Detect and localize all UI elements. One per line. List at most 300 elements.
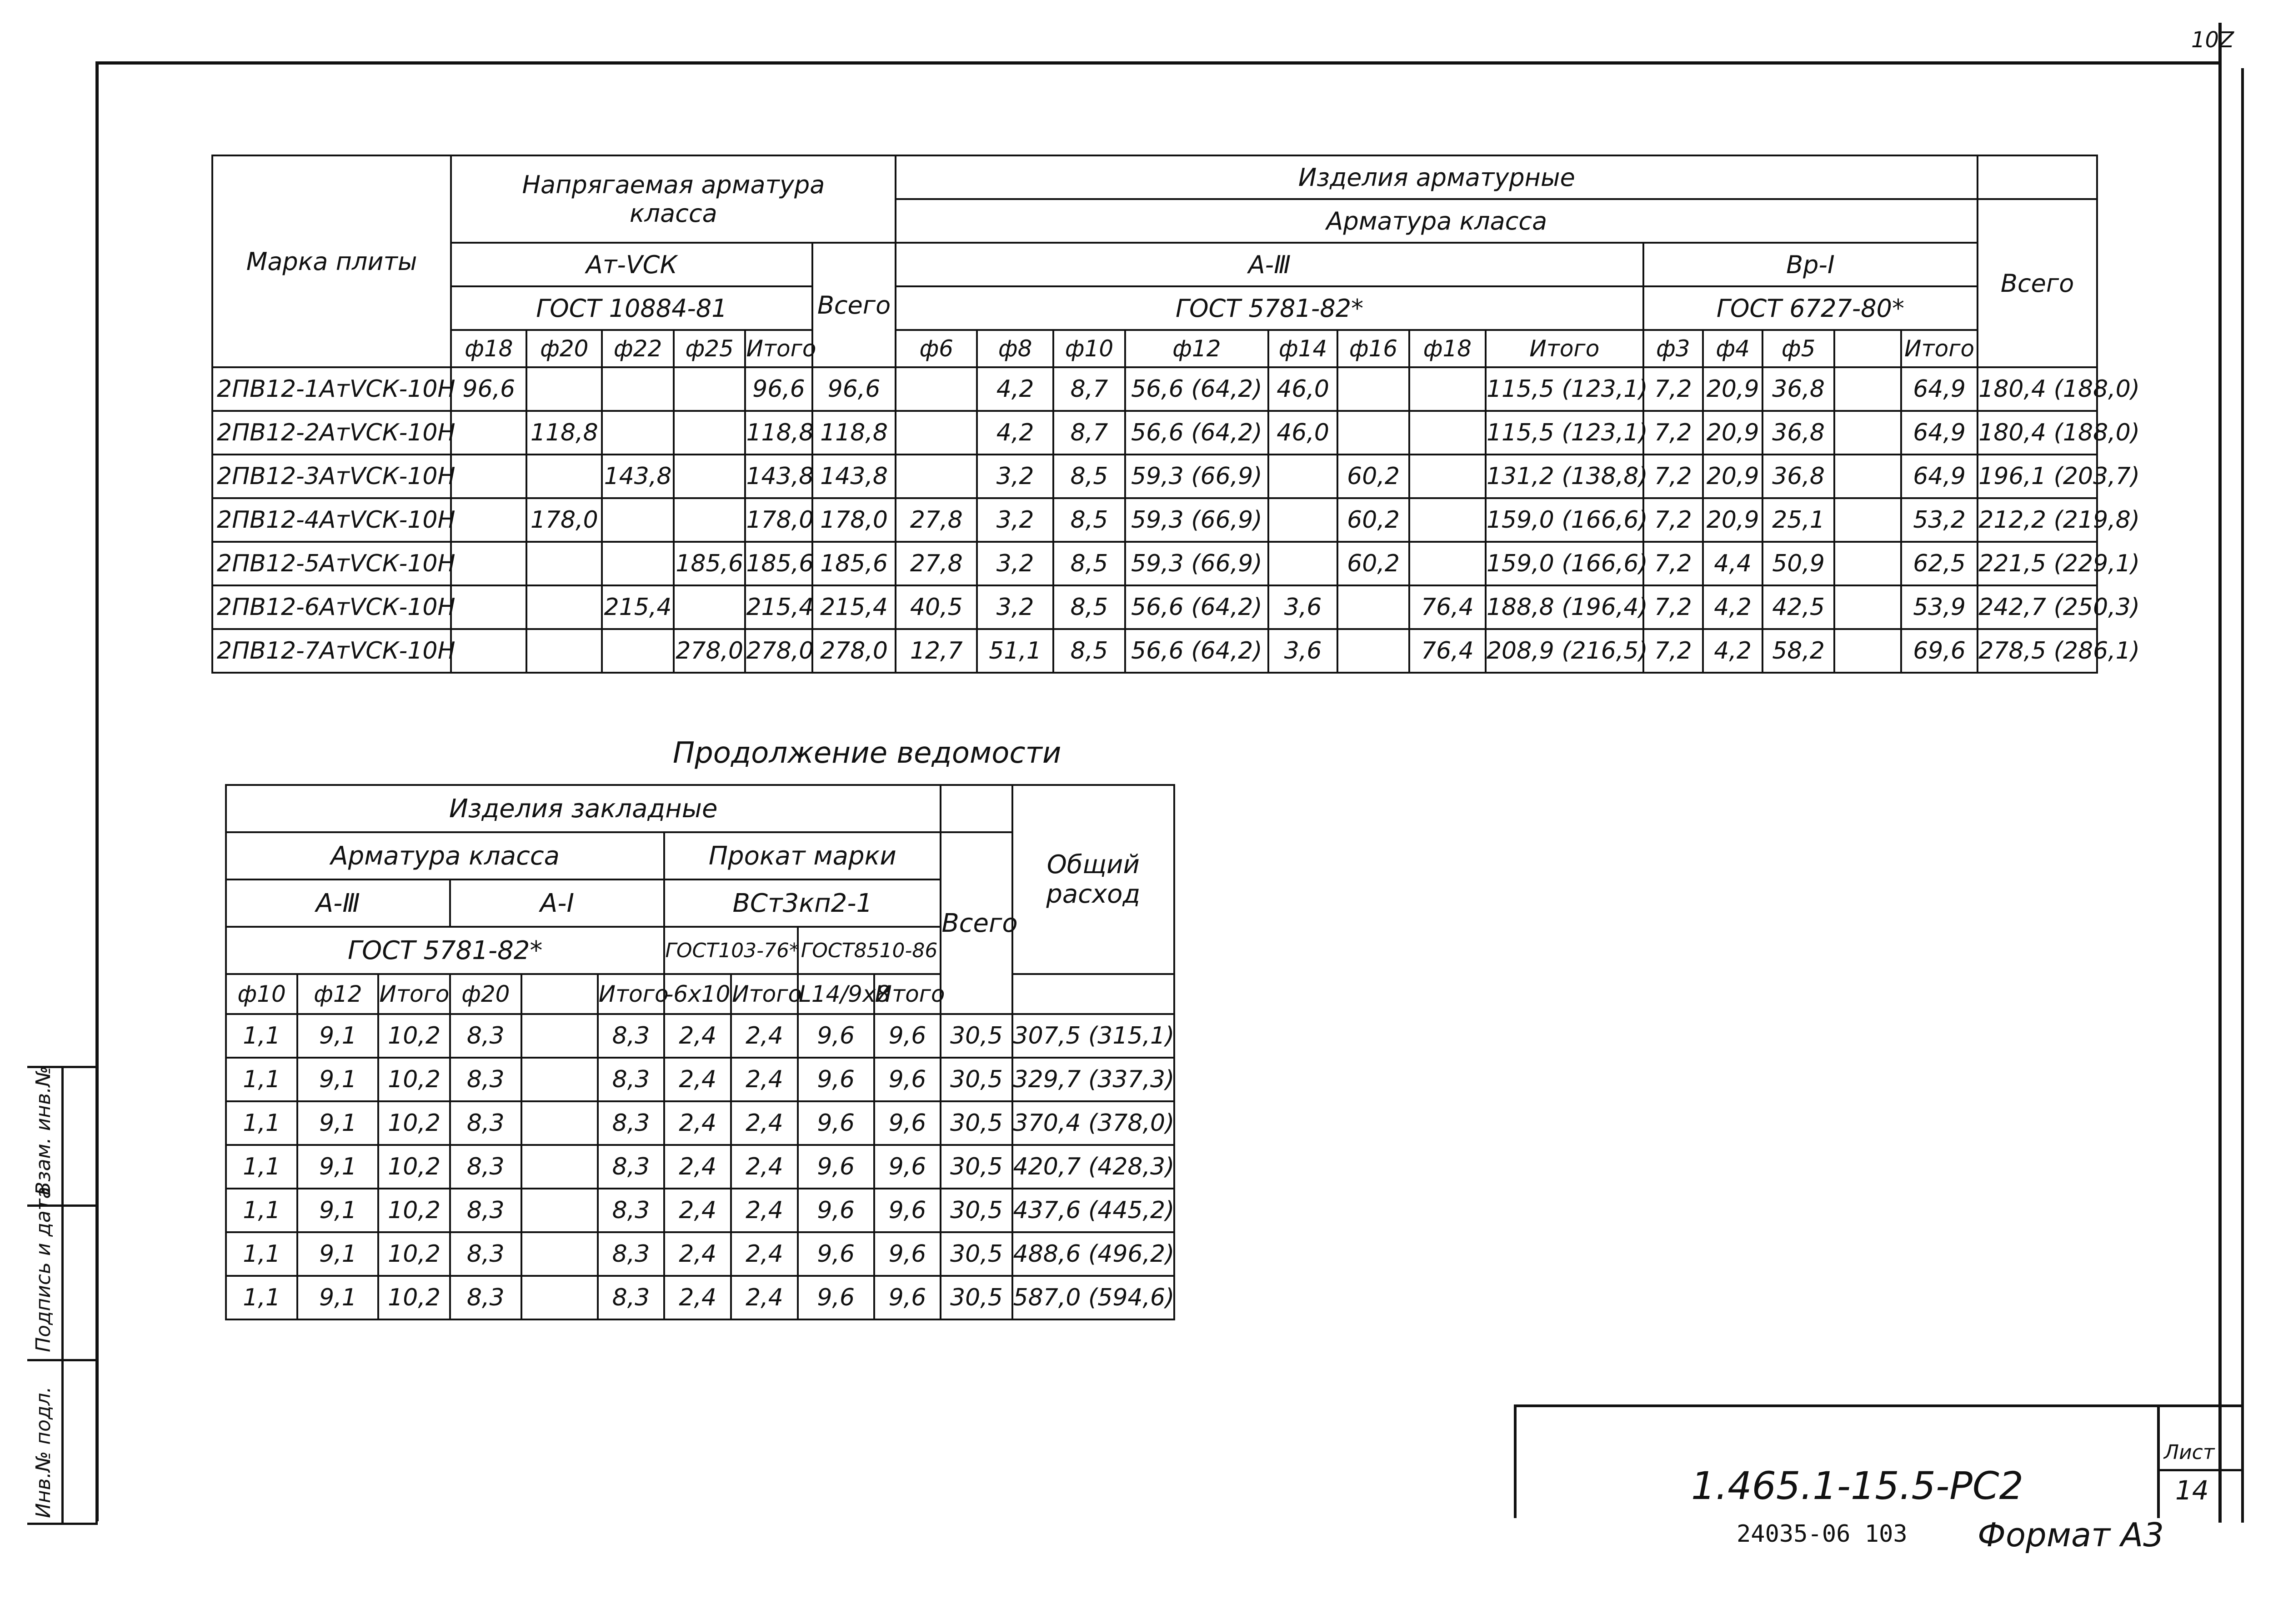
table-cell: 10,2 [378, 1101, 450, 1145]
table-cell: 7,2 [1643, 411, 1703, 455]
col-header: ф5 [1762, 330, 1834, 367]
table-cell [1409, 411, 1486, 455]
stamp-label-replace: Взам. инв.№ [32, 1066, 55, 1195]
table-cell: 9,6 [798, 1145, 874, 1189]
document-code: 1.465.1-15.5-РС2 [1691, 1464, 2024, 1508]
table-cell: 2,4 [664, 1014, 731, 1058]
table-cell: 20,9 [1703, 455, 1762, 498]
col-header: ф10 [226, 974, 297, 1014]
table-cell [1268, 542, 1337, 585]
col-header: L14/9х8 [798, 974, 874, 1014]
table-cell: 30,5 [941, 1014, 1012, 1058]
table-cell: 4,2 [1703, 629, 1762, 673]
col-header: -6х10 [664, 974, 731, 1014]
table-cell: 9,1 [297, 1101, 378, 1145]
header-stressed-total: Всего [812, 243, 896, 367]
table-cell [1337, 367, 1409, 411]
table-cell: 3,2 [977, 498, 1053, 542]
table-cell: 9,6 [874, 1014, 941, 1058]
table-cell: 10,2 [378, 1014, 450, 1058]
row-mark: 2ПВ12-4АтⅤСК-10Н [212, 498, 451, 542]
table-cell: 9,1 [297, 1232, 378, 1276]
table-cell: 8,3 [598, 1101, 665, 1145]
table-cell: 60,2 [1337, 455, 1409, 498]
table-cell: 4,4 [1703, 542, 1762, 585]
table-cell: 59,3 (66,9) [1125, 498, 1268, 542]
table-cell: 8,5 [1053, 585, 1125, 629]
table-cell: 46,0 [1268, 411, 1337, 455]
table-row [212, 411, 2097, 455]
col-header: ф3 [1643, 330, 1703, 367]
table-cell [451, 542, 526, 585]
table-cell [521, 1232, 598, 1276]
table-cell: 3,2 [977, 585, 1053, 629]
table-cell [1834, 542, 1901, 585]
table-cell: 3,6 [1268, 585, 1337, 629]
table-cell: 2,4 [731, 1232, 798, 1276]
table-cell: 1,1 [226, 1145, 297, 1189]
table-row [226, 1232, 1174, 1276]
col-header: Итого [745, 330, 812, 367]
stamp-label-inv: Инв.№ подл. [32, 1386, 55, 1518]
header-overall-2: расход [1046, 879, 1141, 909]
table-cell: 4,2 [977, 411, 1053, 455]
col-header: ф8 [977, 330, 1053, 367]
header-a3-class: А-Ⅲ [226, 879, 450, 927]
table-cell: 9,6 [798, 1189, 874, 1232]
table-cell [674, 411, 746, 455]
table-cell: 8,5 [1053, 542, 1125, 585]
table-row [212, 542, 2097, 585]
table-cell: 2,4 [731, 1189, 798, 1232]
table-cell: 30,5 [941, 1101, 1012, 1145]
header-rebar-gost: ГОСТ 5781-82* [226, 927, 664, 974]
table-cell: 7,2 [1643, 498, 1703, 542]
table-cell [1337, 629, 1409, 673]
corner-number: 10Z [2191, 27, 2234, 53]
table-cell: 25,1 [1762, 498, 1834, 542]
header-rolled-grade: ВСт3кп2-1 [664, 879, 941, 927]
table-cell [451, 498, 526, 542]
table-cell: 2,4 [731, 1145, 798, 1189]
table-cell: 9,1 [297, 1276, 378, 1319]
table-cell: 488,6 (496,2) [1012, 1232, 1174, 1276]
table-cell: 8,3 [598, 1145, 665, 1189]
table-cell: 8,3 [450, 1101, 521, 1145]
table-cell: 9,1 [297, 1058, 378, 1101]
header-rolled-gost-1: ГОСТ103-76* [664, 927, 798, 974]
table-cell: 27,8 [896, 542, 977, 585]
table-cell: 212,2 (219,8) [1978, 498, 2097, 542]
header-grand-total: Всего [1978, 199, 2097, 367]
header-a3-gost: ГОСТ 5781-82* [896, 286, 1643, 330]
table-row [226, 1145, 1174, 1189]
table-cell [1409, 498, 1486, 542]
table-cell: 36,8 [1762, 367, 1834, 411]
table-cell: 8,3 [598, 1276, 665, 1319]
table-cell: 278,5 (286,1) [1978, 629, 2097, 673]
table-cell [896, 455, 977, 498]
table-cell: 10,2 [378, 1058, 450, 1101]
table-cell: 4,2 [1703, 585, 1762, 629]
table-cell: 8,3 [450, 1058, 521, 1101]
table-cell: 2,4 [731, 1014, 798, 1058]
table-cell: 9,6 [798, 1276, 874, 1319]
col-header: Итого [874, 974, 941, 1014]
table-row [212, 629, 2097, 673]
table-cell [521, 1276, 598, 1319]
table-cell: 242,7 (250,3) [1978, 585, 2097, 629]
table-cell: 56,6 (64,2) [1125, 585, 1268, 629]
table-cell: 30,5 [941, 1189, 1012, 1232]
header-products-subtitle: Арматура класса [896, 199, 1978, 243]
table-row [212, 585, 2097, 629]
sheet-number: 14 [2175, 1475, 2209, 1506]
table-cell: 2,4 [731, 1101, 798, 1145]
table-cell: 8,7 [1053, 411, 1125, 455]
table-cell: 20,9 [1703, 367, 1762, 411]
col-header: ф20 [450, 974, 521, 1014]
table-cell: 221,5 (229,1) [1978, 542, 2097, 585]
table-row [226, 1014, 1174, 1058]
header-rebar-title: Арматура класса [226, 832, 664, 879]
table-cell: 9,6 [874, 1145, 941, 1189]
col-header: ф20 [526, 330, 602, 367]
table-cell: 9,6 [798, 1101, 874, 1145]
row-mark: 2ПВ12-6АтⅤСК-10Н [212, 585, 451, 629]
table-cell: 20,9 [1703, 498, 1762, 542]
table-cell: 9,1 [297, 1145, 378, 1189]
col-header: ф12 [297, 974, 378, 1014]
table-cell: 215,4 [602, 585, 674, 629]
table-cell: 96,6 [745, 367, 812, 411]
table-row [226, 1101, 1174, 1145]
table-cell: 30,5 [941, 1232, 1012, 1276]
table-cell [1834, 629, 1901, 673]
table-cell: 143,8 [745, 455, 812, 498]
table-cell: 159,0 (166,6) [1486, 498, 1643, 542]
col-header [1834, 330, 1901, 367]
table-cell: 7,2 [1643, 455, 1703, 498]
table-cell: 36,8 [1762, 411, 1834, 455]
stamp-label-sign: Подпись и дата [32, 1186, 55, 1352]
col-header: Итого [598, 974, 665, 1014]
title-block-left [1514, 1404, 1517, 1518]
table-cell [1834, 411, 1901, 455]
table-cell [1834, 585, 1901, 629]
table-cell [1834, 367, 1901, 411]
table-cell [674, 498, 746, 542]
col-header: ф16 [1337, 330, 1409, 367]
table-cell: 185,6 [674, 542, 746, 585]
table-cell [602, 367, 674, 411]
table-cell: 1,1 [226, 1101, 297, 1145]
table-cell: 143,8 [812, 455, 896, 498]
table-cell [1409, 542, 1486, 585]
table-cell: 8,3 [598, 1232, 665, 1276]
table-cell: 46,0 [1268, 367, 1337, 411]
row-mark: 2ПВ12-2АтⅤСК-10Н [212, 411, 451, 455]
table-cell: 36,8 [1762, 455, 1834, 498]
table-cell: 12,7 [896, 629, 977, 673]
col-header: ф4 [1703, 330, 1762, 367]
table-cell [526, 455, 602, 498]
table-cell: 62,5 [1901, 542, 1978, 585]
table-cell: 2,4 [664, 1058, 731, 1101]
table-cell: 278,0 [745, 629, 812, 673]
table-cell: 307,5 (315,1) [1012, 1014, 1174, 1058]
table-cell: 8,3 [598, 1058, 665, 1101]
table-cell: 180,4 (188,0) [1978, 367, 2097, 411]
table-cell: 51,1 [977, 629, 1053, 673]
table-cell: 9,6 [874, 1101, 941, 1145]
table-cell [521, 1058, 598, 1101]
table-cell: 9,6 [874, 1058, 941, 1101]
table-cell: 59,3 (66,9) [1125, 455, 1268, 498]
table-cell: 53,2 [1901, 498, 1978, 542]
table-cell [602, 629, 674, 673]
table-cell: 8,3 [450, 1014, 521, 1058]
table-cell [602, 498, 674, 542]
frame-right-edge [2218, 23, 2222, 1523]
table-cell: 115,5 (123,1) [1486, 367, 1643, 411]
table-cell [674, 455, 746, 498]
table-cell: 278,0 [812, 629, 896, 673]
title-block-divider [2157, 1404, 2160, 1518]
col-header: ф14 [1268, 330, 1337, 367]
table-cell: 60,2 [1337, 498, 1409, 542]
header-products-title: Изделия арматурные [896, 155, 1978, 199]
table-cell [1337, 411, 1409, 455]
col-header: Итого [378, 974, 450, 1014]
table-cell: 2,4 [664, 1232, 731, 1276]
header-mark: Марка плиты [212, 155, 451, 367]
table-cell: 56,6 (64,2) [1125, 367, 1268, 411]
table-cell: 8,7 [1053, 367, 1125, 411]
col-header: ф12 [1125, 330, 1268, 367]
table-cell: 196,1 (203,7) [1978, 455, 2097, 498]
table-cell: 58,2 [1762, 629, 1834, 673]
table-cell: 10,2 [378, 1232, 450, 1276]
table-cell: 1,1 [226, 1232, 297, 1276]
table-cell: 96,6 [451, 367, 526, 411]
table-cell [1268, 455, 1337, 498]
col-header: ф25 [674, 330, 746, 367]
table-cell: 69,6 [1901, 629, 1978, 673]
table-cell [526, 367, 602, 411]
table-cell: 1,1 [226, 1189, 297, 1232]
col-header: ф22 [602, 330, 674, 367]
table-cell: 2,4 [664, 1276, 731, 1319]
continuation-title: Продолжение ведомости [673, 736, 1061, 770]
table-cell: 8,3 [450, 1145, 521, 1189]
table-cell: 2,4 [664, 1189, 731, 1232]
table-cell: 4,2 [977, 367, 1053, 411]
table-cell: 178,0 [526, 498, 602, 542]
table-cell [521, 1101, 598, 1145]
table-cell: 96,6 [812, 367, 896, 411]
table-cell: 9,6 [874, 1276, 941, 1319]
table-cell: 215,4 [745, 585, 812, 629]
table-cell: 50,9 [1762, 542, 1834, 585]
table-cell: 8,5 [1053, 629, 1125, 673]
table-cell [1409, 367, 1486, 411]
table-cell: 76,4 [1409, 629, 1486, 673]
table-row [226, 1058, 1174, 1101]
header-vr-class: Вр-Ⅰ [1643, 243, 1978, 286]
sheet-label: Лист [2164, 1441, 2215, 1464]
table-cell: 56,6 (64,2) [1125, 411, 1268, 455]
table-cell: 188,8 (196,4) [1486, 585, 1643, 629]
table-cell: 3,2 [977, 455, 1053, 498]
table-cell: 2,4 [731, 1058, 798, 1101]
embedded-items-table [225, 784, 1175, 1320]
col-header [521, 974, 598, 1014]
table-cell [451, 585, 526, 629]
table-cell: 118,8 [745, 411, 812, 455]
table-cell: 185,6 [812, 542, 896, 585]
title-block-top [1514, 1404, 2241, 1407]
header-overall-1: Общий [1046, 850, 1140, 879]
table-cell [1268, 498, 1337, 542]
table-cell: 9,6 [798, 1232, 874, 1276]
col-header: ф6 [896, 330, 977, 367]
table-cell: 9,6 [798, 1014, 874, 1058]
table-cell [451, 455, 526, 498]
table-row [226, 1276, 1174, 1319]
table-cell: 1,1 [226, 1014, 297, 1058]
table-cell [896, 367, 977, 411]
header-stressed-class: Ат-ⅤСК [451, 243, 812, 286]
table-cell: 2,4 [731, 1276, 798, 1319]
reinforcement-table [211, 155, 2140, 674]
table-cell: 30,5 [941, 1058, 1012, 1101]
table-cell: 118,8 [526, 411, 602, 455]
table-cell: 7,2 [1643, 367, 1703, 411]
table-row [212, 498, 2097, 542]
col-header: ф18 [1409, 330, 1486, 367]
table-cell: 9,1 [297, 1014, 378, 1058]
table-cell [451, 629, 526, 673]
table-cell: 278,0 [674, 629, 746, 673]
table-cell: 1,1 [226, 1276, 297, 1319]
row-mark: 2ПВ12-5АтⅤСК-10Н [212, 542, 451, 585]
table-cell [896, 411, 977, 455]
table-cell: 178,0 [812, 498, 896, 542]
table-cell: 1,1 [226, 1058, 297, 1101]
table-cell [521, 1189, 598, 1232]
table-cell [602, 542, 674, 585]
table-cell: 9,6 [798, 1058, 874, 1101]
table-cell: 30,5 [941, 1145, 1012, 1189]
col-header: Итого [1901, 330, 1978, 367]
table-cell [674, 367, 746, 411]
table-cell: 215,4 [812, 585, 896, 629]
table-cell: 8,5 [1053, 455, 1125, 498]
header-stressed-title-2: класса [630, 199, 717, 228]
table-cell [1834, 455, 1901, 498]
header-a1-class: А-Ⅰ [450, 879, 665, 927]
table-cell: 53,9 [1901, 585, 1978, 629]
table-cell [521, 1014, 598, 1058]
table-cell: 64,9 [1901, 411, 1978, 455]
table-cell: 8,3 [598, 1014, 665, 1058]
table-cell: 370,4 (378,0) [1012, 1101, 1174, 1145]
row-mark: 2ПВ12-3АтⅤСК-10Н [212, 455, 451, 498]
table-cell: 30,5 [941, 1276, 1012, 1319]
table-cell: 64,9 [1901, 455, 1978, 498]
col-header: Итого [1486, 330, 1643, 367]
header-vr-gost: ГОСТ 6727-80* [1643, 286, 1978, 330]
table-cell: 2,4 [664, 1145, 731, 1189]
table-cell: 180,4 (188,0) [1978, 411, 2097, 455]
table-cell: 420,7 (428,3) [1012, 1145, 1174, 1189]
table-cell: 42,5 [1762, 585, 1834, 629]
table-cell: 7,2 [1643, 542, 1703, 585]
header-rolled-title: Прокат марки [664, 832, 941, 879]
table-cell: 27,8 [896, 498, 977, 542]
table-cell: 159,0 (166,6) [1486, 542, 1643, 585]
table-cell [526, 629, 602, 673]
footer-format: Формат А3 [1978, 1516, 2164, 1554]
table-cell: 56,6 (64,2) [1125, 629, 1268, 673]
table-cell [1337, 585, 1409, 629]
table-cell: 8,3 [450, 1276, 521, 1319]
table-cell: 3,6 [1268, 629, 1337, 673]
table-cell: 9,6 [874, 1189, 941, 1232]
table-cell [602, 411, 674, 455]
table-cell: 9,1 [297, 1189, 378, 1232]
table-cell: 115,5 (123,1) [1486, 411, 1643, 455]
header-a3-class: А-Ⅲ [896, 243, 1643, 286]
table-cell [526, 542, 602, 585]
row-mark: 2ПВ12-7АтⅤСК-10Н [212, 629, 451, 673]
table-cell: 60,2 [1337, 542, 1409, 585]
table-cell: 64,9 [1901, 367, 1978, 411]
table-cell [674, 585, 746, 629]
title-block-sheet-divider [2157, 1469, 2243, 1471]
table-cell [526, 585, 602, 629]
table-cell: 208,9 (216,5) [1486, 629, 1643, 673]
footer-doc-number: 24035-06 103 [1737, 1520, 1908, 1548]
table-cell: 20,9 [1703, 411, 1762, 455]
table-cell [521, 1145, 598, 1189]
table-cell: 131,2 (138,8) [1486, 455, 1643, 498]
table-cell: 178,0 [745, 498, 812, 542]
table-cell: 587,0 (594,6) [1012, 1276, 1174, 1319]
table-cell: 437,6 (445,2) [1012, 1189, 1174, 1232]
table-row [212, 455, 2097, 498]
col-header: Итого [731, 974, 798, 1014]
table-cell: 329,7 (337,3) [1012, 1058, 1174, 1101]
row-mark: 2ПВ12-1АтⅤСК-10Н [212, 367, 451, 411]
table-cell: 8,5 [1053, 498, 1125, 542]
header-stressed-title: Напрягаемая арматура [522, 170, 825, 199]
table-cell: 7,2 [1643, 629, 1703, 673]
table-cell: 59,3 (66,9) [1125, 542, 1268, 585]
table-cell [451, 411, 526, 455]
table-cell: 8,3 [598, 1189, 665, 1232]
table-cell: 76,4 [1409, 585, 1486, 629]
table-cell: 2,4 [664, 1101, 731, 1145]
header-stressed-gost: ГОСТ 10884-81 [451, 286, 812, 330]
table-cell: 143,8 [602, 455, 674, 498]
header-embedded-total: Всего [941, 832, 1012, 1014]
table-cell: 3,2 [977, 542, 1053, 585]
table-cell: 10,2 [378, 1276, 450, 1319]
header-rolled-gost-2: ГОСТ8510-86 [798, 927, 941, 974]
table-cell: 8,3 [450, 1189, 521, 1232]
